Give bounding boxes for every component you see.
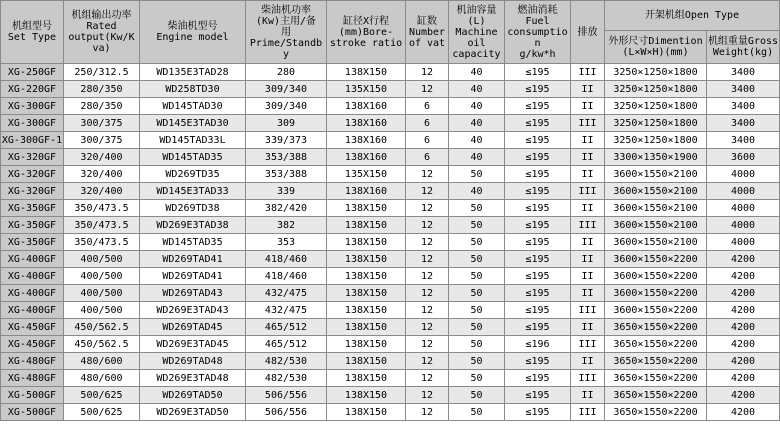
- cell-set-type: XG-480GF: [1, 370, 64, 387]
- cell-prime-standby: 280: [246, 64, 327, 81]
- table-row: [1, 370, 780, 387]
- cell-emission: III: [571, 336, 605, 353]
- cell-dimension: 3250×1250×1800: [605, 81, 707, 98]
- table-row: [1, 285, 780, 302]
- cell-prime-standby: 339: [246, 183, 327, 200]
- cell-oil-capacity: 50: [449, 370, 505, 387]
- cell-weight: 4200: [707, 387, 780, 404]
- cell-vat: 6: [406, 115, 449, 132]
- cell-set-type: XG-350GF: [1, 217, 64, 234]
- cell-weight: 3400: [707, 98, 780, 115]
- header-bore-stroke: 缸径X行程 (mm)Bore- stroke ratio: [327, 1, 406, 64]
- cell-engine-model: WD269E3TAD48: [140, 370, 246, 387]
- cell-vat: 12: [406, 387, 449, 404]
- cell-engine-model: WD269E3TAD45: [140, 336, 246, 353]
- cell-set-type: XG-400GF: [1, 268, 64, 285]
- cell-emission: III: [571, 64, 605, 81]
- cell-oil-capacity: 50: [449, 302, 505, 319]
- cell-emission: II: [571, 200, 605, 217]
- cell-dimension: 3300×1350×1900: [605, 149, 707, 166]
- cell-vat: 12: [406, 81, 449, 98]
- cell-bore-stroke: 138X150: [327, 268, 406, 285]
- cell-engine-model: WD269TAD41: [140, 251, 246, 268]
- cell-weight: 3600: [707, 149, 780, 166]
- cell-engine-model: WD269E3TAD43: [140, 302, 246, 319]
- cell-emission: III: [571, 370, 605, 387]
- cell-fuel-consumption: ≤195: [505, 149, 571, 166]
- cell-dimension: 3600×1550×2200: [605, 302, 707, 319]
- cell-oil-capacity: 50: [449, 217, 505, 234]
- cell-set-type: XG-500GF: [1, 387, 64, 404]
- cell-rated-output: 480/600: [64, 353, 140, 370]
- cell-engine-model: WD258TD30: [140, 81, 246, 98]
- cell-weight: 4200: [707, 404, 780, 421]
- cell-prime-standby: 339/373: [246, 132, 327, 149]
- cell-oil-capacity: 50: [449, 234, 505, 251]
- cell-bore-stroke: 138X150: [327, 353, 406, 370]
- cell-prime-standby: 432/475: [246, 285, 327, 302]
- cell-emission: III: [571, 115, 605, 132]
- cell-oil-capacity: 50: [449, 251, 505, 268]
- cell-bore-stroke: 138X150: [327, 285, 406, 302]
- cell-dimension: 3600×1550×2200: [605, 285, 707, 302]
- cell-vat: 12: [406, 251, 449, 268]
- cell-set-type: XG-320GF: [1, 166, 64, 183]
- cell-rated-output: 400/500: [64, 285, 140, 302]
- cell-set-type: XG-400GF: [1, 285, 64, 302]
- table-row: [1, 132, 780, 149]
- cell-rated-output: 500/625: [64, 387, 140, 404]
- cell-dimension: 3250×1250×1800: [605, 132, 707, 149]
- header-set-type: 机组型号 Set Type: [1, 1, 64, 64]
- cell-fuel-consumption: ≤195: [505, 387, 571, 404]
- cell-fuel-consumption: ≤195: [505, 234, 571, 251]
- cell-vat: 12: [406, 64, 449, 81]
- cell-emission: III: [571, 302, 605, 319]
- cell-vat: 12: [406, 285, 449, 302]
- cell-vat: 12: [406, 166, 449, 183]
- cell-weight: 4000: [707, 217, 780, 234]
- cell-weight: 4000: [707, 234, 780, 251]
- cell-rated-output: 320/400: [64, 183, 140, 200]
- cell-bore-stroke: 138X150: [327, 234, 406, 251]
- table-row: [1, 200, 780, 217]
- cell-emission: II: [571, 166, 605, 183]
- cell-engine-model: WD269E3TAD38: [140, 217, 246, 234]
- cell-prime-standby: 353/388: [246, 166, 327, 183]
- cell-dimension: 3250×1250×1800: [605, 115, 707, 132]
- cell-vat: 12: [406, 370, 449, 387]
- cell-set-type: XG-300GF-1: [1, 132, 64, 149]
- cell-prime-standby: 353: [246, 234, 327, 251]
- cell-prime-standby: 432/475: [246, 302, 327, 319]
- cell-oil-capacity: 50: [449, 404, 505, 421]
- cell-prime-standby: 309/340: [246, 81, 327, 98]
- cell-prime-standby: 465/512: [246, 336, 327, 353]
- table-row: [1, 251, 780, 268]
- cell-engine-model: WD269TAD45: [140, 319, 246, 336]
- cell-oil-capacity: 40: [449, 98, 505, 115]
- cell-dimension: 3600×1550×2100: [605, 200, 707, 217]
- cell-fuel-consumption: ≤195: [505, 132, 571, 149]
- cell-fuel-consumption: ≤195: [505, 268, 571, 285]
- cell-bore-stroke: 135X150: [327, 166, 406, 183]
- cell-fuel-consumption: ≤195: [505, 319, 571, 336]
- table-row: [1, 183, 780, 200]
- cell-vat: 12: [406, 268, 449, 285]
- cell-rated-output: 280/350: [64, 98, 140, 115]
- cell-rated-output: 480/600: [64, 370, 140, 387]
- table-row: [1, 166, 780, 183]
- cell-fuel-consumption: ≤195: [505, 115, 571, 132]
- header-emission: 排放: [571, 1, 605, 64]
- cell-engine-model: WD135E3TAD28: [140, 64, 246, 81]
- cell-prime-standby: 309: [246, 115, 327, 132]
- cell-oil-capacity: 50: [449, 200, 505, 217]
- cell-weight: 3400: [707, 81, 780, 98]
- cell-engine-model: WD269E3TAD50: [140, 404, 246, 421]
- cell-emission: II: [571, 353, 605, 370]
- cell-fuel-consumption: ≤195: [505, 404, 571, 421]
- table-row: [1, 319, 780, 336]
- cell-bore-stroke: 138X160: [327, 149, 406, 166]
- cell-dimension: 3600×1550×2100: [605, 217, 707, 234]
- cell-prime-standby: 353/388: [246, 149, 327, 166]
- table-row: [1, 387, 780, 404]
- header-dimension: 外形尺寸Dimention (L×W×H)(mm): [605, 31, 707, 64]
- cell-rated-output: 300/375: [64, 132, 140, 149]
- cell-fuel-consumption: ≤195: [505, 251, 571, 268]
- cell-oil-capacity: 50: [449, 336, 505, 353]
- table-row: [1, 115, 780, 132]
- cell-fuel-consumption: ≤195: [505, 217, 571, 234]
- cell-emission: II: [571, 319, 605, 336]
- cell-prime-standby: 418/460: [246, 251, 327, 268]
- header-engine-model: 柴油机型号 Engine model: [140, 1, 246, 64]
- cell-bore-stroke: 138X150: [327, 64, 406, 81]
- table-row: [1, 217, 780, 234]
- cell-weight: 3400: [707, 115, 780, 132]
- cell-bore-stroke: 138X150: [327, 319, 406, 336]
- cell-oil-capacity: 40: [449, 149, 505, 166]
- header-prime-standby: 柴油机功率 (Kw)主用/备 用 Prime/Standb y: [246, 1, 327, 64]
- cell-prime-standby: 506/556: [246, 404, 327, 421]
- cell-rated-output: 320/400: [64, 149, 140, 166]
- table-row: [1, 64, 780, 81]
- cell-oil-capacity: 40: [449, 64, 505, 81]
- cell-emission: III: [571, 183, 605, 200]
- cell-dimension: 3650×1550×2200: [605, 404, 707, 421]
- cell-vat: 12: [406, 319, 449, 336]
- cell-set-type: XG-350GF: [1, 234, 64, 251]
- cell-bore-stroke: 138X150: [327, 370, 406, 387]
- cell-prime-standby: 382: [246, 217, 327, 234]
- cell-rated-output: 500/625: [64, 404, 140, 421]
- cell-bore-stroke: 138X160: [327, 132, 406, 149]
- cell-vat: 6: [406, 149, 449, 166]
- cell-emission: II: [571, 98, 605, 115]
- cell-dimension: 3650×1550×2200: [605, 370, 707, 387]
- cell-set-type: XG-320GF: [1, 149, 64, 166]
- cell-fuel-consumption: ≤195: [505, 81, 571, 98]
- cell-rated-output: 400/500: [64, 251, 140, 268]
- table-body: [1, 64, 780, 421]
- cell-fuel-consumption: ≤195: [505, 353, 571, 370]
- cell-emission: II: [571, 387, 605, 404]
- cell-oil-capacity: 50: [449, 387, 505, 404]
- table-row: [1, 268, 780, 285]
- cell-vat: 6: [406, 132, 449, 149]
- cell-vat: 12: [406, 404, 449, 421]
- cell-weight: 4200: [707, 319, 780, 336]
- cell-weight: 4000: [707, 200, 780, 217]
- cell-set-type: XG-250GF: [1, 64, 64, 81]
- cell-engine-model: WD145E3TAD30: [140, 115, 246, 132]
- cell-emission: II: [571, 251, 605, 268]
- cell-set-type: XG-300GF: [1, 98, 64, 115]
- cell-prime-standby: 382/420: [246, 200, 327, 217]
- cell-oil-capacity: 50: [449, 166, 505, 183]
- cell-vat: 12: [406, 336, 449, 353]
- cell-bore-stroke: 138X160: [327, 183, 406, 200]
- cell-engine-model: WD269TD35: [140, 166, 246, 183]
- cell-emission: II: [571, 81, 605, 98]
- cell-engine-model: WD145TAD33L: [140, 132, 246, 149]
- cell-bore-stroke: 138X150: [327, 251, 406, 268]
- cell-oil-capacity: 40: [449, 183, 505, 200]
- cell-rated-output: 350/473.5: [64, 200, 140, 217]
- header-open-type: 开架机组Open Type: [605, 1, 780, 31]
- cell-weight: 4200: [707, 302, 780, 319]
- table-header: [1, 1, 780, 64]
- cell-engine-model: WD269TAD41: [140, 268, 246, 285]
- cell-rated-output: 280/350: [64, 81, 140, 98]
- cell-emission: II: [571, 149, 605, 166]
- cell-engine-model: WD269TAD43: [140, 285, 246, 302]
- cell-fuel-consumption: ≤196: [505, 336, 571, 353]
- cell-engine-model: WD145TAD30: [140, 98, 246, 115]
- cell-rated-output: 300/375: [64, 115, 140, 132]
- cell-bore-stroke: 138X150: [327, 302, 406, 319]
- cell-prime-standby: 482/530: [246, 370, 327, 387]
- cell-dimension: 3600×1550×2200: [605, 251, 707, 268]
- cell-emission: II: [571, 285, 605, 302]
- cell-set-type: XG-500GF: [1, 404, 64, 421]
- cell-weight: 4200: [707, 268, 780, 285]
- cell-weight: 4200: [707, 285, 780, 302]
- cell-emission: II: [571, 268, 605, 285]
- cell-prime-standby: 506/556: [246, 387, 327, 404]
- cell-bore-stroke: 138X150: [327, 404, 406, 421]
- table-row: [1, 336, 780, 353]
- header-fuel-consumption: 燃油消耗 Fuel consumption g/kw*h: [505, 1, 571, 64]
- cell-dimension: 3650×1550×2200: [605, 353, 707, 370]
- cell-fuel-consumption: ≤195: [505, 200, 571, 217]
- cell-set-type: XG-450GF: [1, 319, 64, 336]
- cell-weight: 4000: [707, 183, 780, 200]
- cell-weight: 4200: [707, 251, 780, 268]
- cell-dimension: 3600×1550×2100: [605, 234, 707, 251]
- cell-dimension: 3650×1550×2200: [605, 336, 707, 353]
- cell-prime-standby: 309/340: [246, 98, 327, 115]
- cell-emission: II: [571, 132, 605, 149]
- cell-set-type: XG-400GF: [1, 251, 64, 268]
- cell-weight: 4200: [707, 370, 780, 387]
- cell-vat: 12: [406, 200, 449, 217]
- cell-dimension: 3600×1550×2200: [605, 268, 707, 285]
- cell-bore-stroke: 135X150: [327, 81, 406, 98]
- cell-bore-stroke: 138X150: [327, 217, 406, 234]
- cell-rated-output: 450/562.5: [64, 336, 140, 353]
- cell-rated-output: 400/500: [64, 302, 140, 319]
- cell-prime-standby: 482/530: [246, 353, 327, 370]
- cell-vat: 6: [406, 98, 449, 115]
- cell-rated-output: 250/312.5: [64, 64, 140, 81]
- table-row: [1, 81, 780, 98]
- table-row: [1, 98, 780, 115]
- cell-fuel-consumption: ≤195: [505, 64, 571, 81]
- cell-prime-standby: 418/460: [246, 268, 327, 285]
- cell-vat: 12: [406, 217, 449, 234]
- cell-oil-capacity: 50: [449, 353, 505, 370]
- cell-dimension: 3600×1550×2100: [605, 183, 707, 200]
- header-weight: 机组重量Gross Weight(kg): [707, 31, 780, 64]
- cell-oil-capacity: 50: [449, 285, 505, 302]
- cell-set-type: XG-350GF: [1, 200, 64, 217]
- cell-rated-output: 350/473.5: [64, 234, 140, 251]
- cell-dimension: 3250×1250×1800: [605, 64, 707, 81]
- cell-engine-model: WD145TAD35: [140, 234, 246, 251]
- cell-set-type: XG-480GF: [1, 353, 64, 370]
- cell-engine-model: WD145E3TAD33: [140, 183, 246, 200]
- cell-emission: II: [571, 234, 605, 251]
- cell-oil-capacity: 50: [449, 319, 505, 336]
- cell-bore-stroke: 138X150: [327, 336, 406, 353]
- cell-weight: 4200: [707, 353, 780, 370]
- cell-bore-stroke: 138X150: [327, 200, 406, 217]
- cell-dimension: 3650×1550×2200: [605, 319, 707, 336]
- cell-vat: 12: [406, 353, 449, 370]
- cell-vat: 12: [406, 234, 449, 251]
- cell-oil-capacity: 40: [449, 132, 505, 149]
- cell-fuel-consumption: ≤195: [505, 285, 571, 302]
- cell-prime-standby: 465/512: [246, 319, 327, 336]
- table-row: [1, 234, 780, 251]
- cell-fuel-consumption: ≤195: [505, 166, 571, 183]
- cell-set-type: XG-450GF: [1, 336, 64, 353]
- cell-oil-capacity: 40: [449, 81, 505, 98]
- cell-oil-capacity: 40: [449, 115, 505, 132]
- cell-engine-model: WD145TAD35: [140, 149, 246, 166]
- cell-rated-output: 450/562.5: [64, 319, 140, 336]
- cell-emission: III: [571, 217, 605, 234]
- cell-bore-stroke: 138X160: [327, 98, 406, 115]
- cell-oil-capacity: 50: [449, 268, 505, 285]
- cell-bore-stroke: 138X150: [327, 387, 406, 404]
- cell-fuel-consumption: ≤195: [505, 183, 571, 200]
- cell-dimension: 3250×1250×1800: [605, 98, 707, 115]
- header-rated-output: 机组输出功率 Rated output(Kw/K va): [64, 1, 140, 64]
- cell-bore-stroke: 138X160: [327, 115, 406, 132]
- cell-rated-output: 400/500: [64, 268, 140, 285]
- cell-weight: 3400: [707, 64, 780, 81]
- cell-fuel-consumption: ≤195: [505, 302, 571, 319]
- cell-fuel-consumption: ≤195: [505, 98, 571, 115]
- cell-weight: 4200: [707, 336, 780, 353]
- cell-rated-output: 350/473.5: [64, 217, 140, 234]
- cell-set-type: XG-400GF: [1, 302, 64, 319]
- cell-fuel-consumption: ≤195: [505, 370, 571, 387]
- cell-dimension: 3600×1550×2100: [605, 166, 707, 183]
- cell-weight: 4000: [707, 166, 780, 183]
- header-vat: 缸数 Number of vat: [406, 1, 449, 64]
- cell-set-type: XG-220GF: [1, 81, 64, 98]
- table-row: [1, 149, 780, 166]
- cell-set-type: XG-320GF: [1, 183, 64, 200]
- cell-rated-output: 320/400: [64, 166, 140, 183]
- cell-engine-model: WD269TD38: [140, 200, 246, 217]
- cell-engine-model: WD269TAD48: [140, 353, 246, 370]
- table-row: [1, 353, 780, 370]
- cell-emission: III: [571, 404, 605, 421]
- header-oil-capacity: 机油容量 (L) Machine oil capacity: [449, 1, 505, 64]
- cell-vat: 12: [406, 183, 449, 200]
- cell-vat: 12: [406, 302, 449, 319]
- cell-dimension: 3650×1550×2200: [605, 387, 707, 404]
- table-row: [1, 404, 780, 421]
- cell-set-type: XG-300GF: [1, 115, 64, 132]
- cell-engine-model: WD269TAD50: [140, 387, 246, 404]
- table-row: [1, 302, 780, 319]
- cell-weight: 3400: [707, 132, 780, 149]
